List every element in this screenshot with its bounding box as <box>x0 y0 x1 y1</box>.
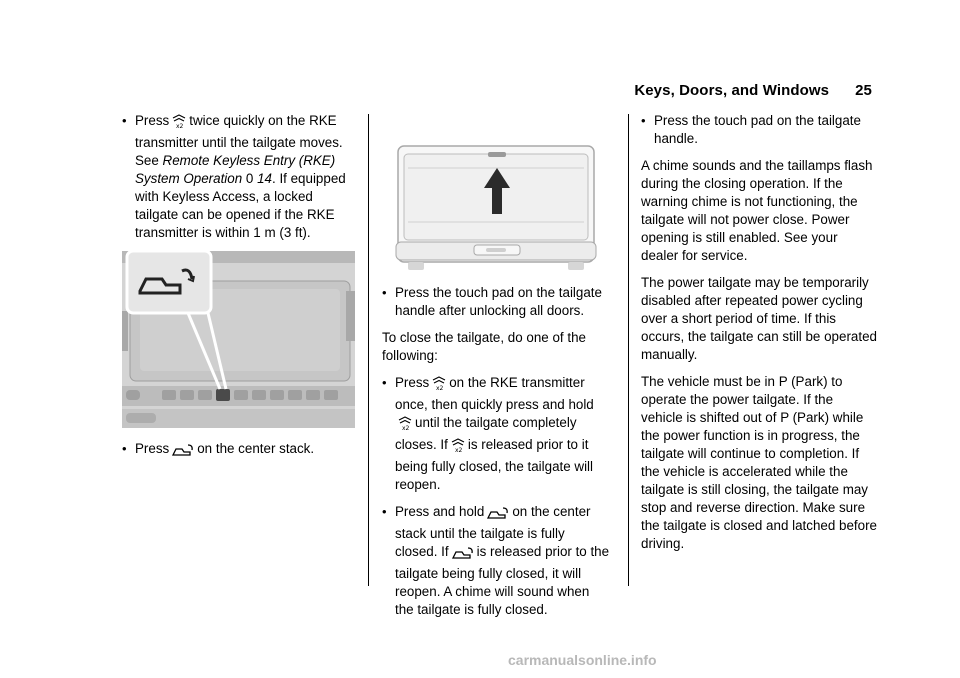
svg-text:x2: x2 <box>402 425 410 431</box>
tailgate-button-icon <box>172 443 194 462</box>
column-divider-1 <box>368 114 369 586</box>
rke-tailgate-icon <box>398 415 412 436</box>
column-1 <box>122 112 358 471</box>
bullet-dot: • <box>382 504 387 519</box>
list-item: • Press x2 twice quickly on the RKE transmitter until the tailgate moves. See Remote Keyless Entry (RKE) System Operation 0 14. If equipped with Keyless Access, a locked tailgate can be opened if the RKE transmitter is within 1 m (3 ft). <box>122 113 346 240</box>
watermark-logo: carmanualsonline.info <box>508 652 657 668</box>
bullet-dot: • <box>641 113 646 128</box>
svg-text:x2: x2 <box>436 385 444 391</box>
column-divider-2 <box>628 114 629 586</box>
list-item: • Press the touch pad on the tailgate handle. <box>641 113 861 146</box>
list-item: • Press on the center stack. <box>122 440 358 462</box>
list-item: • Press the touch pad on the tailgate handle after unlocking all doors. <box>382 285 602 318</box>
list-item: • Press and hold on the center stack until the tailgate is fully closed. If is released prior to the tailgate being fully closed, it will reopen. A chime will sound when the tailgate is fully closed. <box>382 504 610 617</box>
paragraph: The vehicle must be in P (Park) to operate the power tailgate. If the vehicle is shifted out of P (Park) while the power function is in progress, the tailgate will continue to completion. If the vehicle is accelerated while the tailgate is still closing, the tailgate may stop and reverse direction. Make sure the tailgate is closed and latched before driving. <box>641 374 877 551</box>
rke-tailgate-icon <box>432 375 446 396</box>
svg-text:x2: x2 <box>454 447 463 453</box>
center-stack-figure <box>122 251 355 428</box>
tailgate-button-icon <box>452 546 474 565</box>
cross-reference[interactable]: Remote Keyless Entry (RKE) System Operation <box>135 153 336 186</box>
column-2 <box>382 112 610 628</box>
svg-text:x2: x2 <box>176 123 184 129</box>
list-item: • Press x2 on the RKE transmitter once, then quickly press and hold x2 until the tailgate completely closes. If x2 is released prior to it being fully closed, the tailgate will reopen. <box>382 375 594 492</box>
section-title: Keys, Doors, and Windows <box>634 82 830 99</box>
bullet-dot: • <box>122 441 127 456</box>
rke-tailgate-icon <box>451 437 465 458</box>
page-header <box>634 82 872 99</box>
paragraph: To close the tailgate, do one of the following: <box>382 330 586 363</box>
arrow-icon: 0 <box>245 171 254 186</box>
paragraph: The power tailgate may be temporarily disabled after repeated power cycling over a short period of time. If this occurs, the tailgate can still be operated manually. <box>641 275 877 362</box>
bullet-dot: • <box>382 375 387 390</box>
tailgate-button-icon <box>487 506 509 525</box>
column-3 <box>641 112 877 562</box>
page-number: 25 <box>855 82 872 99</box>
paragraph: A chime sounds and the taillamps flash during the closing operation. If the warning chime is not functioning, the tailgate will not power close. Power opening is still enabled. See your dealer for service. <box>641 158 873 263</box>
bullet-dot: • <box>122 113 127 128</box>
tailgate-figure <box>382 112 608 272</box>
rke-tailgate-icon <box>172 113 186 134</box>
page-reference[interactable]: 14 <box>257 171 272 186</box>
bullet-dot: • <box>382 285 387 300</box>
